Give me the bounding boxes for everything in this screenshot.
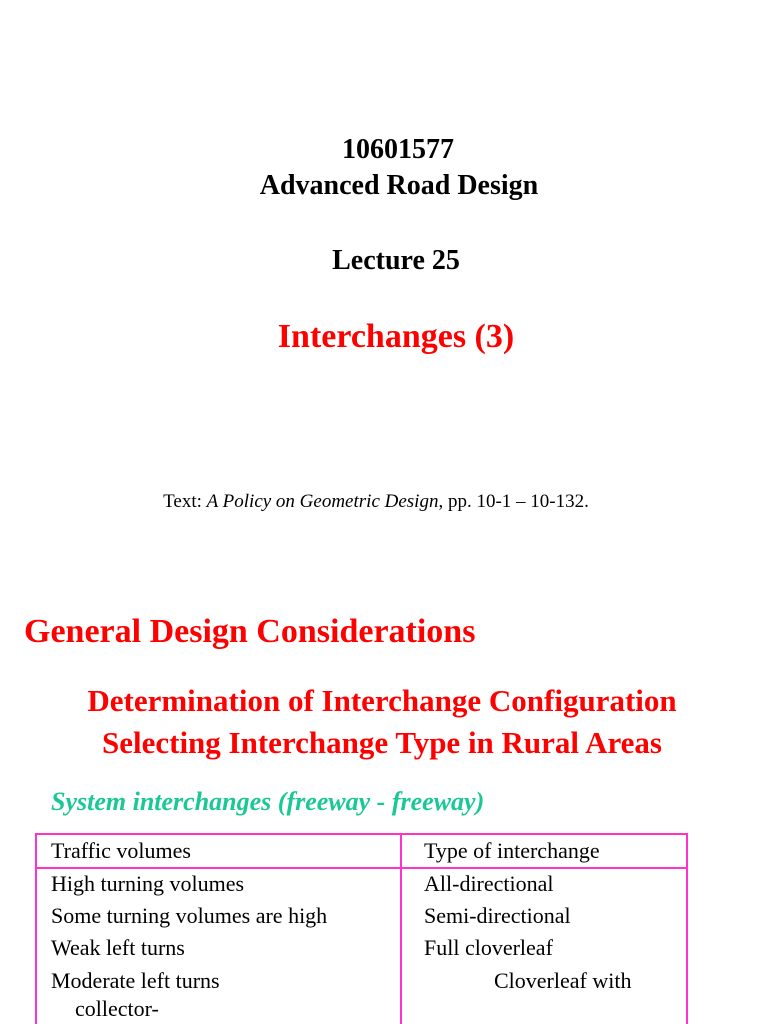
course-code: 10601577: [342, 134, 454, 165]
interchange-table: [35, 833, 688, 1024]
table-cell: Semi-directional: [424, 903, 571, 928]
table-cell: Full cloverleaf: [424, 935, 553, 960]
table-header-interchange-type: Type of interchange: [424, 838, 600, 863]
lecture-number: Lecture 25: [332, 245, 460, 276]
subtitle-line-2: Selecting Interchange Type in Rural Areas: [101, 725, 662, 760]
table-cell-continuation: collector-: [75, 996, 159, 1021]
table-header-divider: [37, 867, 686, 869]
course-title: Advanced Road Design: [259, 170, 539, 201]
table-column-divider: [400, 835, 402, 1024]
reference-book-title: A Policy on Geometric Design: [206, 491, 439, 512]
table-cell: Some turning volumes are high: [51, 903, 328, 928]
reference-suffix: , pp. 10-1 – 10-132.: [438, 491, 589, 512]
table-header-traffic-volumes: Traffic volumes: [51, 838, 191, 863]
interchange-category: System interchanges (freeway - freeway): [51, 787, 485, 816]
section-title: General Design Considerations: [24, 613, 476, 650]
table-cell: Moderate left turns: [51, 968, 220, 993]
text-reference: [0, 491, 752, 513]
table-cell: Weak left turns: [51, 935, 185, 960]
table-cell: High turning volumes: [51, 871, 245, 896]
subtitle-line-1: Determination of Interchange Configuration: [87, 683, 677, 718]
table-cell: Cloverleaf with: [494, 968, 632, 993]
table-cell: All-directional: [424, 871, 554, 896]
reference-prefix: Text:: [163, 491, 207, 512]
lecture-topic: Interchanges (3): [277, 318, 515, 355]
